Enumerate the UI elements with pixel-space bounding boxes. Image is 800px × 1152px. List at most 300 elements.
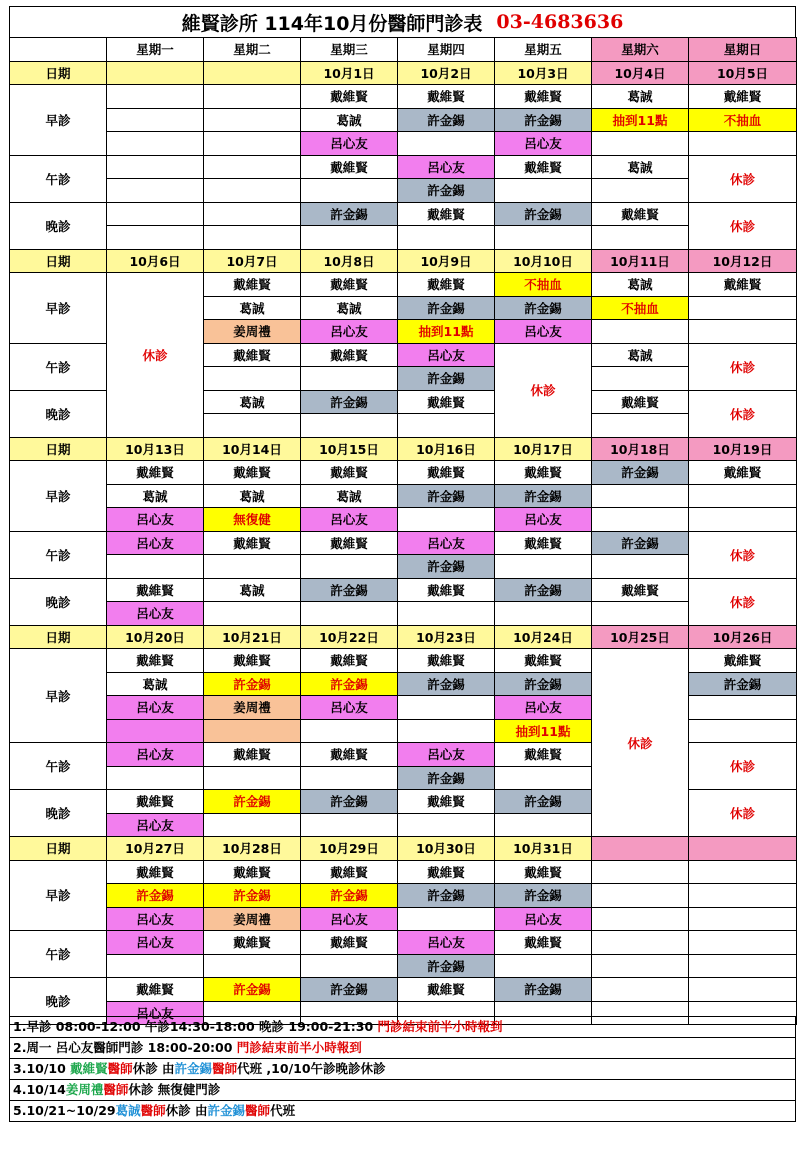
note-segment: 門診結束前半小時報到 <box>236 1040 362 1055</box>
doctor-cell: 戴維賢 <box>107 461 204 485</box>
morning-session-label: 早診 <box>10 649 107 743</box>
note-segment: 葛誠 <box>115 1103 141 1118</box>
evening-session-label: 晚診 <box>10 578 107 625</box>
doctor-cell: 戴維賢 <box>689 85 797 109</box>
doctor-cell: 呂心友 <box>301 320 398 344</box>
page-title: 維賢診所 114年10月份醫師門診表 <box>181 12 483 35</box>
doctor-cell: 呂心友 <box>398 743 495 767</box>
empty-cell <box>301 179 398 203</box>
doctor-cell: 呂心友 <box>107 1001 204 1025</box>
empty-cell <box>204 414 301 438</box>
morning-row <box>10 907 797 931</box>
doctor-cell: 戴維賢 <box>301 343 398 367</box>
morning-row <box>10 860 797 884</box>
closed-cell: 休診 <box>689 202 797 249</box>
empty-cell <box>398 508 495 532</box>
doctor-cell: 戴維賢 <box>398 273 495 297</box>
empty-cell <box>204 132 301 156</box>
doctor-cell: 葛誠 <box>204 578 301 602</box>
date-cell: 10月27日 <box>107 837 204 861</box>
empty-cell <box>495 555 592 579</box>
date-cell: 10月10日 <box>495 249 592 273</box>
empty-cell <box>301 226 398 250</box>
date-row <box>10 837 797 861</box>
doctor-cell: 戴維賢 <box>495 85 592 109</box>
empty-cell <box>689 508 797 532</box>
empty-cell <box>592 907 689 931</box>
note-segment: 戴維賢 <box>70 1061 108 1076</box>
doctor-cell: 戴維賢 <box>398 790 495 814</box>
doctor-cell: 戴維賢 <box>495 860 592 884</box>
doctor-cell: 呂心友 <box>495 907 592 931</box>
doctor-cell: 呂心友 <box>301 907 398 931</box>
afternoon-session-label: 午診 <box>10 531 107 578</box>
date-cell: 10月25日 <box>592 625 689 649</box>
doctor-cell: 葛誠 <box>107 672 204 696</box>
doctor-cell: 許金錫 <box>495 884 592 908</box>
doctor-cell: 許金錫 <box>204 672 301 696</box>
doctor-cell: 葛誠 <box>301 484 398 508</box>
empty-cell <box>689 860 797 884</box>
doctor-cell: 戴維賢 <box>301 931 398 955</box>
doctor-cell: 許金錫 <box>495 578 592 602</box>
doctor-cell: 呂心友 <box>301 696 398 720</box>
doctor-cell: 許金錫 <box>204 790 301 814</box>
afternoon-row <box>10 155 797 179</box>
doctor-cell: 許金錫 <box>495 790 592 814</box>
empty-cell <box>107 155 204 179</box>
date-cell: 10月14日 <box>204 437 301 461</box>
evening-row <box>10 226 797 250</box>
closed-cell: 休診 <box>689 155 797 202</box>
doctor-cell: 呂心友 <box>495 320 592 344</box>
afternoon-session-label: 午診 <box>10 155 107 202</box>
doctor-cell: 戴維賢 <box>689 461 797 485</box>
morning-row <box>10 108 797 132</box>
date-cell: 10月19日 <box>689 437 797 461</box>
doctor-cell: 呂心友 <box>107 508 204 532</box>
doctor-cell: 許金錫 <box>592 531 689 555</box>
doctor-cell: 戴維賢 <box>689 273 797 297</box>
doctor-cell: 葛誠 <box>107 484 204 508</box>
doctor-cell: 許金錫 <box>398 367 495 391</box>
date-row <box>10 61 797 85</box>
closed-cell: 休診 <box>689 531 797 578</box>
header-corner <box>10 38 107 62</box>
empty-cell <box>495 602 592 626</box>
note-line <box>9 1037 796 1059</box>
evening-session-label: 晚診 <box>10 202 107 249</box>
date-row <box>10 625 797 649</box>
doctor-cell: 許金錫 <box>592 461 689 485</box>
date-label: 日期 <box>10 249 107 273</box>
morning-row <box>10 461 797 485</box>
doctor-cell <box>107 719 204 743</box>
doctor-cell: 戴維賢 <box>301 155 398 179</box>
empty-cell <box>398 907 495 931</box>
morning-row <box>10 508 797 532</box>
empty-cell <box>107 226 204 250</box>
evening-row <box>10 602 797 626</box>
doctor-cell: 戴維賢 <box>398 860 495 884</box>
evening-session-label: 晚診 <box>10 790 107 837</box>
note-segment: 醫師 <box>212 1061 238 1076</box>
doctor-cell: 葛誠 <box>301 296 398 320</box>
afternoon-session-label: 午診 <box>10 743 107 790</box>
evening-row <box>10 578 797 602</box>
date-cell: 10月9日 <box>398 249 495 273</box>
empty-cell <box>495 766 592 790</box>
closed-cell: 休診 <box>107 273 204 438</box>
doctor-cell: 戴維賢 <box>592 390 689 414</box>
doctor-cell: 戴維賢 <box>398 578 495 602</box>
empty-cell <box>592 484 689 508</box>
doctor-cell: 許金錫 <box>495 484 592 508</box>
empty-cell <box>204 179 301 203</box>
doctor-cell: 許金錫 <box>107 884 204 908</box>
doctor-cell: 戴維賢 <box>301 461 398 485</box>
doctor-cell: 戴維賢 <box>398 202 495 226</box>
date-cell: 10月1日 <box>301 61 398 85</box>
empty-cell <box>689 132 797 156</box>
doctor-cell: 戴維賢 <box>204 461 301 485</box>
doctor-cell: 姜周禮 <box>204 907 301 931</box>
empty-cell <box>689 978 797 1002</box>
doctor-cell: 許金錫 <box>495 672 592 696</box>
empty-cell <box>204 108 301 132</box>
date-cell: 10月21日 <box>204 625 301 649</box>
afternoon-session-label: 午診 <box>10 343 107 390</box>
weekday-header: 星期六 <box>592 38 689 62</box>
doctor-cell: 戴維賢 <box>495 461 592 485</box>
empty-cell <box>398 602 495 626</box>
doctor-cell: 呂心友 <box>107 531 204 555</box>
doctor-cell: 葛誠 <box>301 108 398 132</box>
date-cell: 10月18日 <box>592 437 689 461</box>
doctor-cell: 姜周禮 <box>204 320 301 344</box>
empty-cell <box>592 414 689 438</box>
note-line <box>9 1016 796 1038</box>
weekday-header: 星期二 <box>204 38 301 62</box>
weekday-header: 星期三 <box>301 38 398 62</box>
notes-section <box>9 1017 796 1122</box>
closed-cell: 休診 <box>689 390 797 437</box>
doctor-cell: 戴維賢 <box>495 531 592 555</box>
doctor-cell: 戴維賢 <box>204 743 301 767</box>
doctor-cell: 戴維賢 <box>107 790 204 814</box>
doctor-cell: 許金錫 <box>398 108 495 132</box>
empty-cell <box>398 719 495 743</box>
doctor-cell: 姜周禮 <box>204 696 301 720</box>
doctor-cell: 戴維賢 <box>301 531 398 555</box>
doctor-cell: 葛誠 <box>592 155 689 179</box>
empty-cell <box>204 602 301 626</box>
closed-cell: 休診 <box>592 649 689 837</box>
empty-cell <box>592 884 689 908</box>
empty-cell <box>689 484 797 508</box>
doctor-cell: 呂心友 <box>107 931 204 955</box>
empty-cell <box>204 202 301 226</box>
doctor-cell: 戴維賢 <box>495 931 592 955</box>
doctor-cell: 呂心友 <box>398 931 495 955</box>
empty-cell <box>592 367 689 391</box>
empty-cell <box>204 155 301 179</box>
evening-session-label: 晚診 <box>10 978 107 1025</box>
schedule-table <box>9 37 797 1025</box>
afternoon-session-label: 午診 <box>10 931 107 978</box>
doctor-cell: 戴維賢 <box>107 860 204 884</box>
note-segment: 醫師 <box>107 1061 133 1076</box>
evening-row <box>10 202 797 226</box>
doctor-cell: 不抽血 <box>495 273 592 297</box>
doctor-cell <box>204 719 301 743</box>
date-cell: 10月28日 <box>204 837 301 861</box>
empty-cell <box>495 954 592 978</box>
empty-cell <box>204 85 301 109</box>
note-segment: 3.10/10 <box>13 1061 71 1076</box>
date-cell: 10月15日 <box>301 437 398 461</box>
doctor-cell: 許金錫 <box>301 390 398 414</box>
doctor-cell: 戴維賢 <box>592 578 689 602</box>
note-line <box>9 1079 796 1101</box>
doctor-cell: 呂心友 <box>107 907 204 931</box>
note-segment: 許金錫 <box>174 1061 213 1076</box>
date-cell: 10月6日 <box>107 249 204 273</box>
afternoon-row <box>10 179 797 203</box>
doctor-cell: 呂心友 <box>107 602 204 626</box>
doctor-cell: 呂心友 <box>107 696 204 720</box>
doctor-cell: 許金錫 <box>398 179 495 203</box>
note-segment: 醫師 <box>140 1103 166 1118</box>
closed-cell: 休診 <box>689 578 797 625</box>
morning-session-label: 早診 <box>10 273 107 344</box>
empty-cell <box>495 226 592 250</box>
note-segment: 醫師 <box>103 1082 129 1097</box>
date-row <box>10 437 797 461</box>
doctor-cell: 戴維賢 <box>301 649 398 673</box>
date-cell: 10月23日 <box>398 625 495 649</box>
afternoon-row <box>10 931 797 955</box>
doctor-cell: 呂心友 <box>398 531 495 555</box>
date-cell: 10月29日 <box>301 837 398 861</box>
doctor-cell: 戴維賢 <box>398 649 495 673</box>
empty-cell <box>592 508 689 532</box>
doctor-cell: 許金錫 <box>301 202 398 226</box>
empty-cell <box>592 860 689 884</box>
weekday-header: 星期日 <box>689 38 797 62</box>
empty-cell <box>689 296 797 320</box>
doctor-cell: 葛誠 <box>592 343 689 367</box>
doctor-cell: 戴維賢 <box>301 743 398 767</box>
empty-cell <box>204 555 301 579</box>
date-cell: 10月4日 <box>592 61 689 85</box>
date-cell: 10月12日 <box>689 249 797 273</box>
doctor-cell: 呂心友 <box>107 813 204 837</box>
afternoon-row <box>10 531 797 555</box>
doctor-cell: 許金錫 <box>495 108 592 132</box>
doctor-cell: 許金錫 <box>398 884 495 908</box>
doctor-cell: 抽到11點 <box>592 108 689 132</box>
doctor-cell: 戴維賢 <box>107 649 204 673</box>
doctor-cell: 許金錫 <box>495 202 592 226</box>
empty-cell <box>204 813 301 837</box>
empty-cell <box>592 978 689 1002</box>
doctor-cell: 許金錫 <box>689 672 797 696</box>
doctor-cell: 葛誠 <box>204 484 301 508</box>
empty-cell <box>495 179 592 203</box>
empty-cell <box>689 884 797 908</box>
note-segment: 醫師 <box>245 1103 271 1118</box>
note-line <box>9 1100 796 1122</box>
empty-cell <box>204 367 301 391</box>
doctor-cell: 戴維賢 <box>204 531 301 555</box>
empty-cell <box>398 696 495 720</box>
doctor-cell: 戴維賢 <box>204 649 301 673</box>
empty-cell <box>301 555 398 579</box>
doctor-cell: 戴維賢 <box>301 85 398 109</box>
date-cell: 10月24日 <box>495 625 592 649</box>
empty-cell <box>495 813 592 837</box>
note-segment: 許金錫 <box>207 1103 246 1118</box>
empty-cell <box>204 954 301 978</box>
note-segment: 1.早診 08:00-12:00 午診14:30-18:00 晚診 19:00-21:30 <box>13 1019 378 1034</box>
empty-cell <box>592 954 689 978</box>
doctor-cell: 戴維賢 <box>107 578 204 602</box>
empty-cell <box>107 85 204 109</box>
doctor-cell: 許金錫 <box>301 978 398 1002</box>
date-label: 日期 <box>10 61 107 85</box>
empty-cell <box>301 766 398 790</box>
date-cell <box>689 837 797 861</box>
empty-cell <box>301 813 398 837</box>
date-cell: 10月20日 <box>107 625 204 649</box>
closed-cell: 休診 <box>689 343 797 390</box>
doctor-cell: 呂心友 <box>398 343 495 367</box>
date-cell: 10月5日 <box>689 61 797 85</box>
date-row <box>10 249 797 273</box>
note-segment: 門診結束前半小時報到 <box>377 1019 503 1034</box>
doctor-cell: 許金錫 <box>398 484 495 508</box>
note-line <box>9 1058 796 1080</box>
doctor-cell: 葛誠 <box>592 85 689 109</box>
date-cell: 10月8日 <box>301 249 398 273</box>
doctor-cell: 戴維賢 <box>204 931 301 955</box>
doctor-cell: 許金錫 <box>301 672 398 696</box>
doctor-cell: 呂心友 <box>495 696 592 720</box>
doctor-cell: 葛誠 <box>592 273 689 297</box>
empty-cell <box>592 320 689 344</box>
date-cell: 10月16日 <box>398 437 495 461</box>
date-cell: 10月31日 <box>495 837 592 861</box>
doctor-cell: 戴維賢 <box>204 343 301 367</box>
empty-cell <box>689 931 797 955</box>
note-segment: 代班 ,10/10午診晚診休診 <box>237 1061 386 1076</box>
empty-cell <box>689 719 797 743</box>
doctor-cell: 呂心友 <box>301 508 398 532</box>
note-segment: 姜周禮 <box>65 1082 104 1097</box>
empty-cell <box>689 320 797 344</box>
date-label: 日期 <box>10 437 107 461</box>
empty-cell <box>107 555 204 579</box>
empty-cell <box>107 954 204 978</box>
empty-cell <box>398 414 495 438</box>
weekday-header-row <box>10 38 797 62</box>
doctor-cell: 戴維賢 <box>204 273 301 297</box>
empty-cell <box>592 132 689 156</box>
doctor-cell: 不抽血 <box>592 296 689 320</box>
doctor-cell: 葛誠 <box>204 296 301 320</box>
schedule-title-bar <box>9 6 796 38</box>
empty-cell <box>107 202 204 226</box>
doctor-cell: 戴維賢 <box>107 978 204 1002</box>
schedule-sheet <box>9 6 796 1025</box>
empty-cell <box>689 954 797 978</box>
empty-cell <box>301 414 398 438</box>
weekday-header: 星期一 <box>107 38 204 62</box>
clinic-phone: 03-4683636 <box>496 11 624 33</box>
morning-row <box>10 85 797 109</box>
empty-cell <box>689 696 797 720</box>
doctor-cell: 不抽血 <box>689 108 797 132</box>
closed-cell: 休診 <box>689 790 797 837</box>
closed-cell: 休診 <box>689 743 797 790</box>
empty-cell <box>204 766 301 790</box>
empty-cell <box>592 555 689 579</box>
empty-cell <box>107 108 204 132</box>
doctor-cell: 許金錫 <box>301 790 398 814</box>
doctor-cell: 許金錫 <box>495 978 592 1002</box>
doctor-cell: 許金錫 <box>301 884 398 908</box>
morning-row <box>10 273 797 297</box>
doctor-cell: 許金錫 <box>398 296 495 320</box>
empty-cell <box>204 226 301 250</box>
empty-cell <box>301 602 398 626</box>
doctor-cell: 許金錫 <box>301 578 398 602</box>
date-cell: 10月17日 <box>495 437 592 461</box>
empty-cell <box>592 179 689 203</box>
doctor-cell: 戴維賢 <box>204 860 301 884</box>
doctor-cell: 戴維賢 <box>495 743 592 767</box>
empty-cell <box>301 367 398 391</box>
doctor-cell: 無復健 <box>204 508 301 532</box>
doctor-cell: 呂心友 <box>301 132 398 156</box>
doctor-cell: 許金錫 <box>204 884 301 908</box>
morning-row <box>10 132 797 156</box>
doctor-cell: 呂心友 <box>398 155 495 179</box>
date-cell: 10月7日 <box>204 249 301 273</box>
doctor-cell: 許金錫 <box>398 555 495 579</box>
morning-session-label: 早診 <box>10 860 107 931</box>
doctor-cell: 戴維賢 <box>592 202 689 226</box>
doctor-cell: 許金錫 <box>398 672 495 696</box>
date-cell <box>592 837 689 861</box>
doctor-cell: 呂心友 <box>495 508 592 532</box>
morning-session-label: 早診 <box>10 85 107 156</box>
date-label: 日期 <box>10 837 107 861</box>
date-cell: 10月2日 <box>398 61 495 85</box>
date-cell <box>107 61 204 85</box>
date-cell: 10月3日 <box>495 61 592 85</box>
morning-session-label: 早診 <box>10 461 107 532</box>
doctor-cell: 戴維賢 <box>301 860 398 884</box>
note-segment: 4.10/14 <box>13 1082 66 1097</box>
afternoon-row <box>10 555 797 579</box>
doctor-cell: 葛誠 <box>204 390 301 414</box>
empty-cell <box>107 766 204 790</box>
weekday-header: 星期五 <box>495 38 592 62</box>
doctor-cell: 戴維賢 <box>495 155 592 179</box>
empty-cell <box>107 132 204 156</box>
